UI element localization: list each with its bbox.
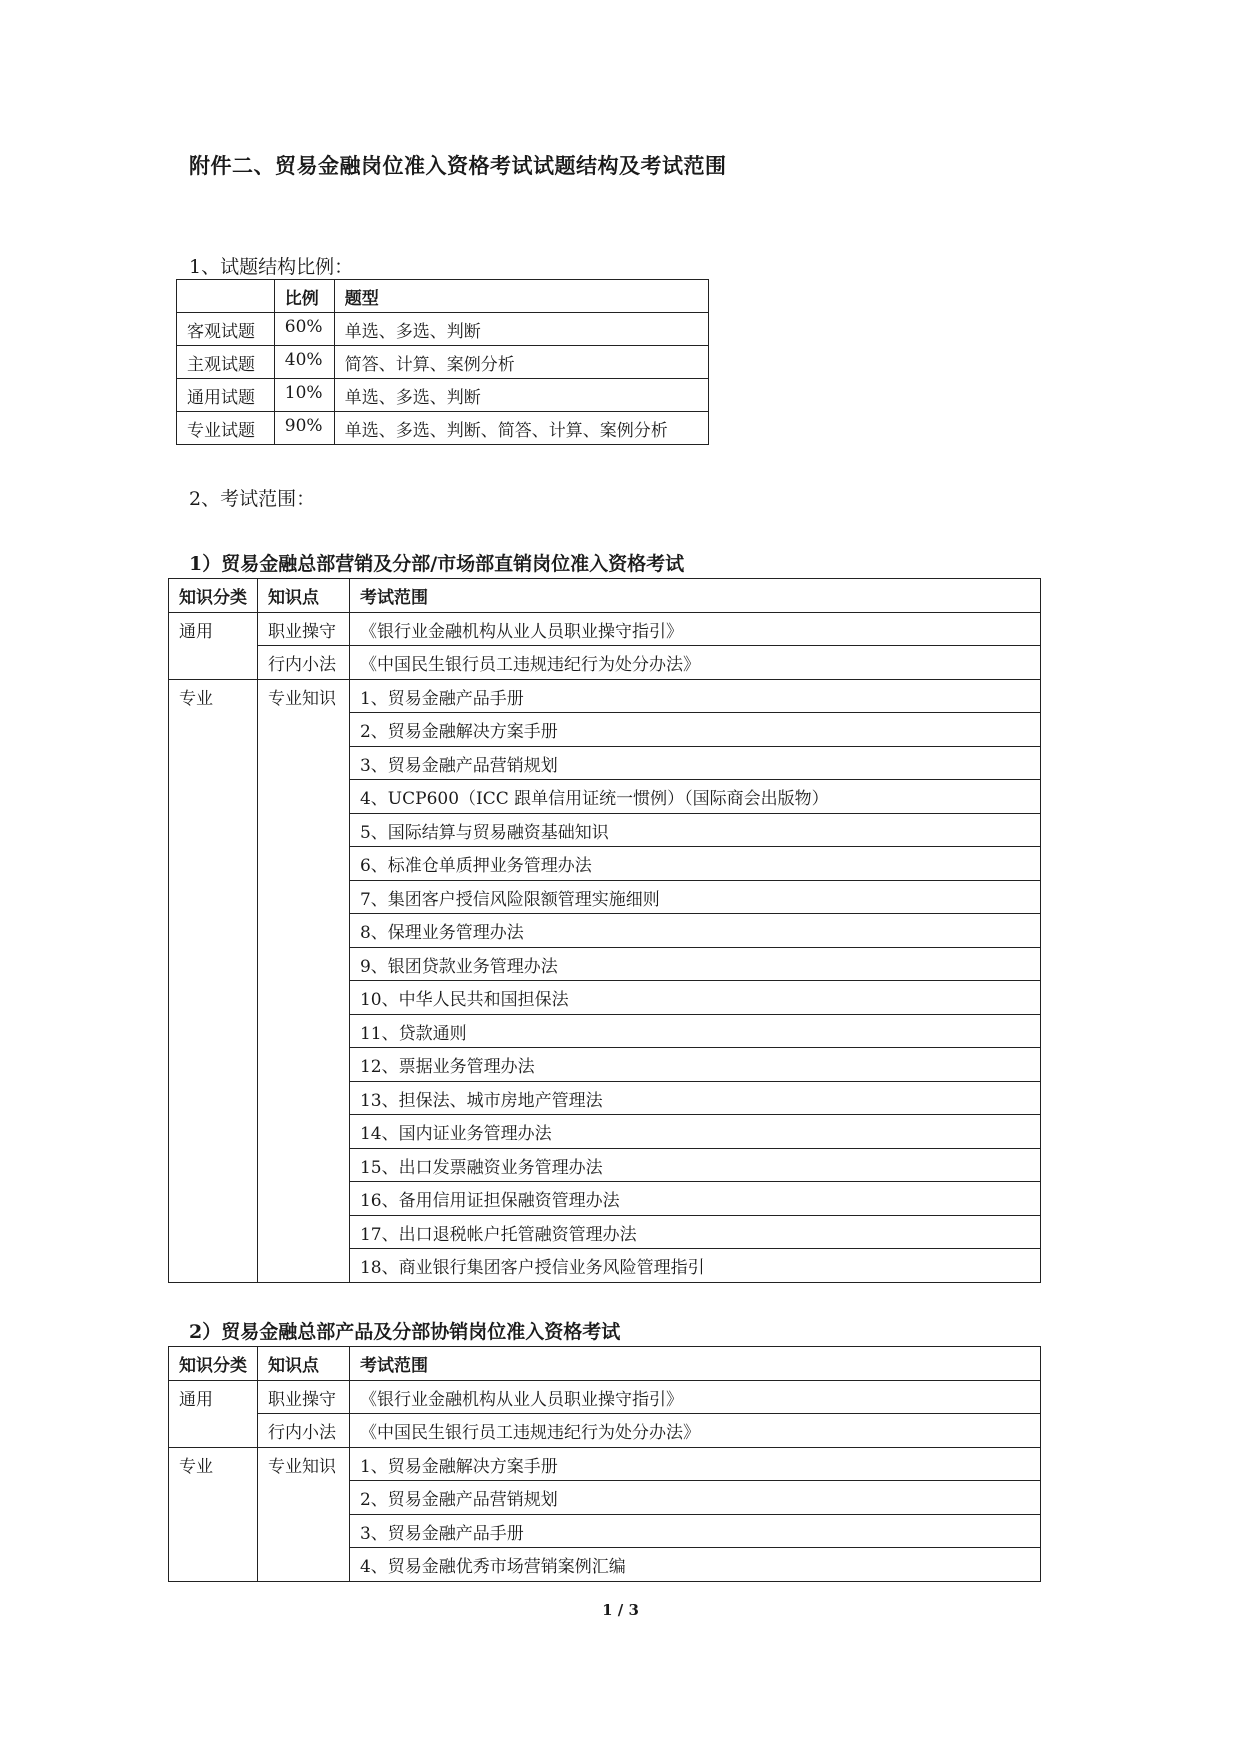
table-row	[169, 679, 1041, 713]
ratio-table-header	[177, 280, 709, 313]
sub-heading-scope-2: 2）贸易金融总部产品及分部协销岗位准入资格考试	[189, 1321, 621, 1343]
exam-scope-item: 17、出口退税帐户托管融资管理办法	[349, 1215, 1040, 1249]
exam-scope-item: 1、贸易金融解决方案手册	[349, 1447, 1040, 1481]
table-row	[169, 612, 1041, 646]
table-row	[169, 646, 1041, 680]
table-row	[177, 412, 709, 445]
ratio-percent: 60%	[274, 313, 334, 346]
scope-table-sales	[168, 578, 1041, 1283]
exam-scope-item: 8、保理业务管理办法	[349, 914, 1040, 948]
exam-scope-item: 《中国民生银行员工违规违纪行为处分办法》	[349, 646, 1040, 680]
knowledge-category-general: 通用	[169, 612, 258, 679]
knowledge-point: 行内小法	[258, 646, 350, 680]
section-heading-scope: 2、考试范围：	[189, 488, 316, 510]
exam-scope-item: 5、国际结算与贸易融资基础知识	[349, 813, 1040, 847]
ratio-percent: 90%	[274, 412, 334, 445]
exam-scope-item: 9、银团贷款业务管理办法	[349, 947, 1040, 981]
exam-scope-item: 13、担保法、城市房地产管理法	[349, 1081, 1040, 1115]
section-heading-structure: 1、试题结构比例：	[189, 256, 354, 278]
header-knowledge-category: 知识分类	[169, 1347, 258, 1381]
scope-table-header	[169, 579, 1041, 613]
knowledge-point-professional: 专业知识	[258, 679, 350, 1282]
ratio-question-types: 单选、多选、判断	[334, 379, 708, 412]
exam-scope-item: 14、国内证业务管理办法	[349, 1115, 1040, 1149]
ratio-question-types: 单选、多选、判断、简答、计算、案例分析	[334, 412, 708, 445]
ratio-question-types: 简答、计算、案例分析	[334, 346, 708, 379]
exam-scope-item: 2、贸易金融产品营销规划	[349, 1481, 1040, 1515]
knowledge-category-professional: 专业	[169, 679, 258, 1282]
knowledge-point: 职业操守	[258, 1380, 350, 1414]
exam-scope-item: 6、标准仓单质押业务管理办法	[349, 847, 1040, 881]
knowledge-category-professional: 专业	[169, 1447, 258, 1581]
ratio-category: 客观试题	[177, 313, 275, 346]
exam-scope-item: 3、贸易金融产品营销规划	[349, 746, 1040, 780]
ratio-category: 主观试题	[177, 346, 275, 379]
sub-heading-scope-1: 1）贸易金融总部营销及分部/市场部直销岗位准入资格考试	[189, 553, 685, 575]
header-exam-scope: 考试范围	[349, 1347, 1040, 1381]
table-row	[177, 379, 709, 412]
exam-scope-item: 《中国民生银行员工违规违纪行为处分办法》	[349, 1414, 1040, 1448]
exam-scope-item: 18、商业银行集团客户授信业务风险管理指引	[349, 1249, 1040, 1283]
exam-scope-item: 4、贸易金融优秀市场营销案例汇编	[349, 1548, 1040, 1582]
knowledge-category-general: 通用	[169, 1380, 258, 1447]
table-row	[177, 313, 709, 346]
exam-scope-item: 7、集团客户授信风险限额管理实施细则	[349, 880, 1040, 914]
exam-scope-item: 3、贸易金融产品手册	[349, 1514, 1040, 1548]
header-knowledge-point: 知识点	[258, 579, 350, 613]
ratio-percent: 40%	[274, 346, 334, 379]
exam-scope-item: 《银行业金融机构从业人员职业操守指引》	[349, 612, 1040, 646]
table-row	[169, 1380, 1041, 1414]
ratio-percent: 10%	[274, 379, 334, 412]
exam-scope-item: 1、贸易金融产品手册	[349, 679, 1040, 713]
ratio-table	[176, 279, 709, 445]
knowledge-point: 行内小法	[258, 1414, 350, 1448]
header-exam-scope: 考试范围	[349, 579, 1040, 613]
exam-scope-item: 4、UCP600（ICC 跟单信用证统一惯例）（国际商会出版物）	[349, 780, 1040, 814]
knowledge-point-professional: 专业知识	[258, 1447, 350, 1581]
ratio-header-type: 题型	[334, 280, 708, 313]
ratio-header-ratio: 比例	[274, 280, 334, 313]
page-number: 1 / 3	[602, 1601, 639, 1619]
ratio-category: 通用试题	[177, 379, 275, 412]
exam-scope-item: 12、票据业务管理办法	[349, 1048, 1040, 1082]
exam-scope-item: 10、中华人民共和国担保法	[349, 981, 1040, 1015]
exam-scope-item: 11、贷款通则	[349, 1014, 1040, 1048]
ratio-header-blank	[177, 280, 275, 313]
exam-scope-item: 15、出口发票融资业务管理办法	[349, 1148, 1040, 1182]
exam-scope-item: 2、贸易金融解决方案手册	[349, 713, 1040, 747]
header-knowledge-point: 知识点	[258, 1347, 350, 1381]
table-row	[177, 346, 709, 379]
exam-scope-item: 《银行业金融机构从业人员职业操守指引》	[349, 1380, 1040, 1414]
table-row	[169, 1447, 1041, 1481]
exam-scope-item: 16、备用信用证担保融资管理办法	[349, 1182, 1040, 1216]
ratio-question-types: 单选、多选、判断	[334, 313, 708, 346]
header-knowledge-category: 知识分类	[169, 579, 258, 613]
scope-table-product	[168, 1346, 1041, 1582]
table-row	[169, 1414, 1041, 1448]
scope-table-header	[169, 1347, 1041, 1381]
ratio-category: 专业试题	[177, 412, 275, 445]
knowledge-point: 职业操守	[258, 612, 350, 646]
page-title: 附件二、贸易金融岗位准入资格考试试题结构及考试范围	[189, 153, 727, 178]
